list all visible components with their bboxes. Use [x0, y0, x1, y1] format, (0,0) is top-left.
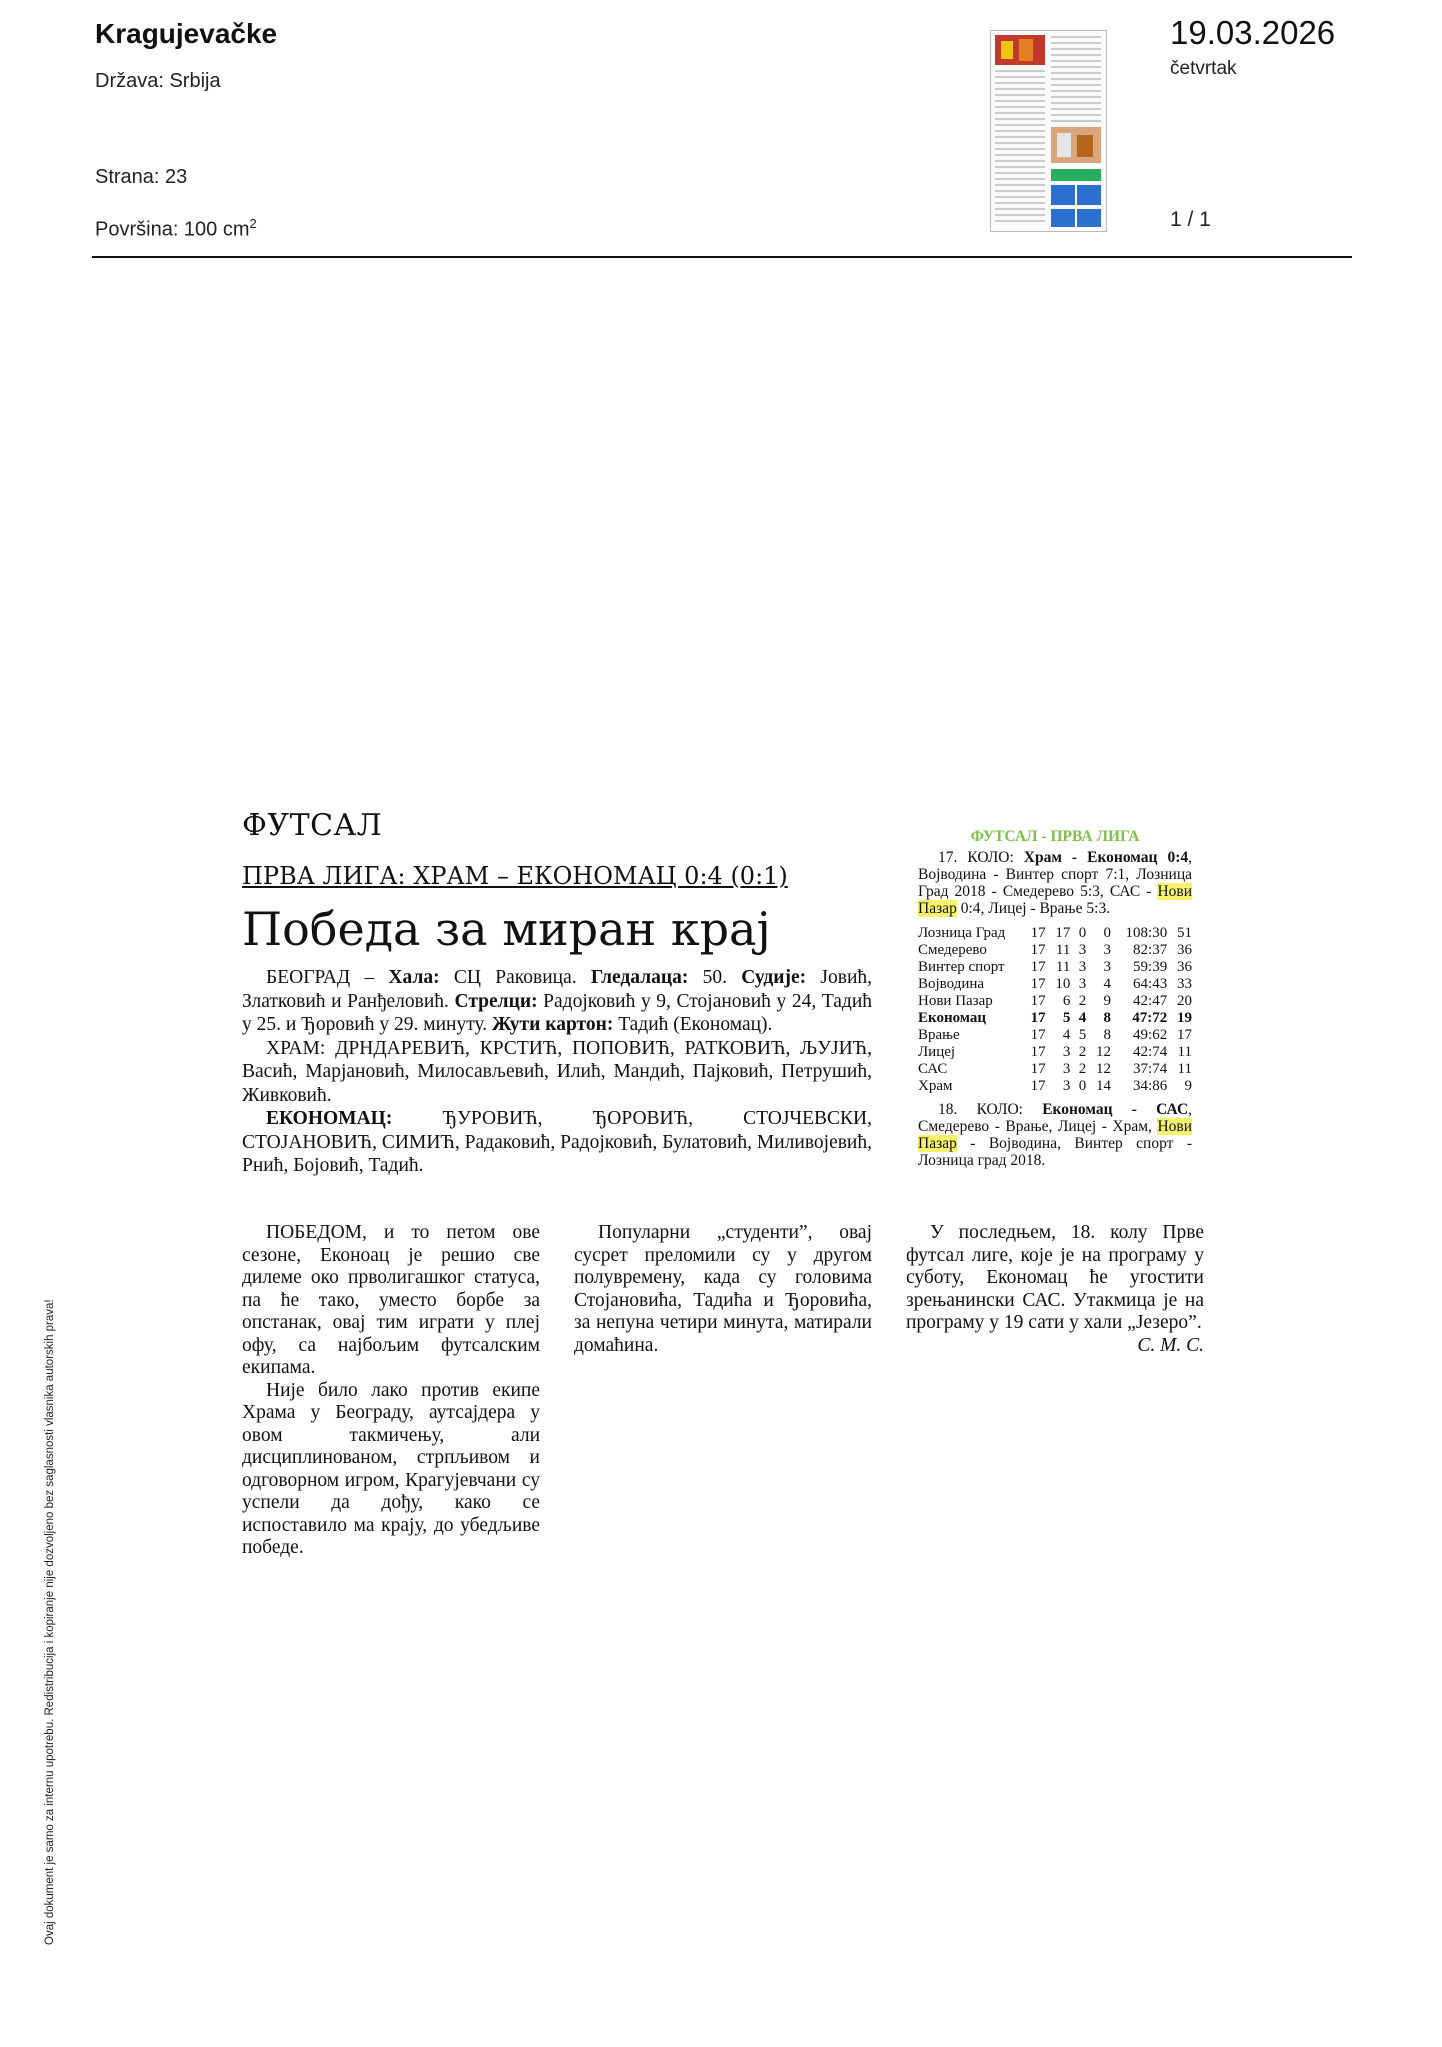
stat-goals: 42:47: [1133, 993, 1168, 1009]
article-column-3: [906, 1222, 1204, 1357]
league-box: [918, 828, 1192, 1169]
round-18-fixtures: [918, 1101, 1192, 1169]
stat-w: 5: [1062, 1010, 1071, 1026]
round-17-featured-result: Храм - Економац 0:4: [1023, 849, 1189, 866]
team-name: Војводина: [918, 976, 985, 992]
body-paragraph-4-text: У последњем, 18. колу Прве футсал лиге, које је на програму у суботу, Економац ће угостити зрењанински САС. Утакмица је на програму у 19 сати у хали „Језеро”.: [906, 1222, 1204, 1333]
stat-pts: 51: [1177, 925, 1192, 941]
body-paragraph-1: ПОБЕДОМ, и то петом ове сезоне, Еконоац је решио све дилеме око прволигашког статуса, па ће тако, уместо борбе за опстанак, овај тим играти у плеј офу, са најбољим футсалским екипама.: [242, 1222, 540, 1378]
round-18-featured-fixture: Економац - САС: [1042, 1101, 1189, 1118]
stat-p: 17: [1030, 993, 1046, 1009]
stat-goals: 42:74: [1133, 1044, 1168, 1060]
scorers-text: Радојковић у 9, Стојановић у 24, Тадић у 25. и Ђоровић у 29. минуту.: [242, 990, 873, 1035]
stat-d: 2: [1078, 993, 1087, 1009]
stat-pts: 20: [1177, 993, 1192, 1009]
stat-l: 12: [1096, 1044, 1111, 1060]
stat-goals: 37:74: [1133, 1061, 1168, 1077]
area-superscript: 2: [249, 216, 257, 231]
stat-p: 17: [1030, 1061, 1046, 1077]
home-lineup: ХРАМ: ДРНДАРЕВИЋ, КРСТИЋ, ПОПОВИЋ, РАТКОВИЋ, ЉУЈИЋ, Васић, Марјановић, Милосављевић, Илић, Мандић, Пајковић, Петрушић, Живковић.: [242, 1037, 872, 1106]
body-paragraph-3: Популарни „студенти”, овај сусрет преломили су у другом полувремену, када су головима Стојановића, Тадића и Ђоровића, за непуна четири минута, матирали домаћина.: [574, 1222, 872, 1356]
stat-pts: 9: [1184, 1078, 1192, 1094]
stat-l: 3: [1103, 959, 1111, 975]
yellow-card-label: Жути картон:: [492, 1014, 614, 1035]
match-subheading: ПРВА ЛИГА: ХРАМ – ЕКОНОМАЦ 0:4 (0:1): [242, 862, 788, 890]
away-lineup: [242, 1107, 872, 1178]
stat-p: 17: [1030, 1044, 1046, 1060]
team-name: Лицеј: [918, 1044, 956, 1060]
author-signature: С. М. С.: [1137, 1334, 1204, 1356]
stat-d: 2: [1078, 1061, 1087, 1077]
away-team-label: ЕКОНОМАЦ:: [266, 1108, 393, 1129]
stat-w: 3: [1062, 1061, 1071, 1077]
stat-d: 0: [1078, 1078, 1087, 1094]
stat-w: 11: [1055, 942, 1071, 958]
standings-row: [918, 959, 1192, 976]
stat-pts: 17: [1177, 1027, 1192, 1043]
stat-w: 17: [1055, 925, 1071, 941]
area-label: [95, 216, 257, 242]
team-name: Винтер спорт: [918, 959, 1005, 975]
stat-l: 9: [1103, 993, 1111, 1009]
stat-pts: 11: [1177, 1044, 1192, 1060]
stat-goals: 108:30: [1125, 925, 1168, 941]
publication-name: Kragujevačke: [95, 18, 278, 49]
stat-goals: 82:37: [1133, 942, 1168, 958]
standings-row: [918, 942, 1192, 959]
stat-l: 14: [1096, 1078, 1111, 1094]
team-name: Лозница Град: [918, 925, 1006, 941]
stat-d: 5: [1078, 1027, 1087, 1043]
stat-d: 4: [1078, 1010, 1087, 1026]
team-name: Економац: [918, 1010, 987, 1026]
standings-row: [918, 1010, 1192, 1027]
stat-p: 17: [1030, 942, 1046, 958]
team-name: САС: [918, 1061, 948, 1077]
stat-goals: 34:86: [1133, 1078, 1168, 1094]
stat-w: 3: [1062, 1078, 1071, 1094]
page-number-label: Strana: 23: [95, 166, 188, 188]
stat-goals: 49:62: [1133, 1027, 1168, 1043]
stat-p: 17: [1030, 1010, 1046, 1026]
stat-p: 17: [1030, 925, 1046, 941]
stat-pts: 33: [1177, 976, 1192, 992]
article-column-2: [574, 1222, 872, 1357]
venue-label: Хала:: [388, 967, 440, 988]
team-name: Храм: [918, 1078, 953, 1094]
stat-w: 10: [1055, 976, 1071, 992]
stat-goals: 64:43: [1133, 976, 1168, 992]
standings-row: [918, 1078, 1192, 1095]
article-headline: Победа за миран крај: [242, 902, 771, 956]
area-text: Površina: 100 cm: [95, 218, 250, 241]
team-name: Врање: [918, 1027, 960, 1043]
stat-d: 3: [1078, 976, 1087, 992]
team-name: Нови Пазар: [918, 993, 993, 1009]
round-18-label: 18. КОЛО:: [938, 1101, 1043, 1118]
body-paragraph-4: [906, 1222, 1204, 1356]
stat-l: 4: [1103, 976, 1111, 992]
league-box-title: ФУТСАЛ - ПРВА ЛИГА: [970, 828, 1140, 845]
issue-day: četvrtak: [1170, 58, 1237, 79]
stat-p: 17: [1030, 1027, 1046, 1043]
match-facts: [242, 966, 872, 1037]
stat-p: 17: [1030, 959, 1046, 975]
round-17-results-text: , Војводина - Винтер спорт 7:1, Лозница Град 2018 - Смедерево 5:3, САС -: [918, 849, 1192, 900]
stat-pts: 11: [1177, 1061, 1192, 1077]
spectators-label: Гледалаца:: [590, 967, 689, 988]
stat-l: 0: [1103, 925, 1111, 941]
stat-d: 0: [1078, 925, 1087, 941]
issue-date: 19.03.2026: [1170, 14, 1336, 51]
stat-l: 8: [1103, 1027, 1111, 1043]
stat-pts: 36: [1177, 942, 1192, 958]
team-name: Смедерево: [918, 942, 987, 958]
header-divider: [92, 256, 1352, 258]
stat-l: 12: [1096, 1061, 1111, 1077]
standings-row: [918, 925, 1192, 942]
referees-text: Јовић, Златковић и Ранђеловић.: [242, 967, 873, 1012]
body-paragraph-2: Није било лако против екипе Храма у Београду, аутсајдера у овом такмичењу, али дисциплинованом, стрпљивом и одговорном игром, Крагујевчани су успели да дођу, како се испоставило ма крају, до убедљиве победе.: [242, 1379, 540, 1558]
stat-l: 8: [1103, 1010, 1111, 1026]
stat-pts: 19: [1177, 1010, 1192, 1026]
scorers-label: Стрелци:: [454, 990, 538, 1012]
round-17-label: 17. КОЛО:: [938, 849, 1024, 866]
stat-w: 11: [1055, 959, 1071, 975]
country-label: Država: Srbija: [95, 70, 221, 92]
round-17-results: [918, 849, 1192, 917]
article-column-1: [242, 1222, 540, 1558]
stat-l: 3: [1103, 942, 1111, 958]
standings-row: [918, 976, 1192, 993]
round-17-results-end: 0:4, Лицеј - Врање 5:3.: [956, 900, 1111, 917]
match-details: [242, 966, 872, 1178]
location-text: БЕОГРАД –: [266, 967, 389, 988]
round-18-highlight: Нови Пазар: [918, 1118, 1192, 1152]
referees-label: Судије:: [741, 967, 807, 988]
copyright-notice: Ovaj dokument je samo za internu upotrebu. Redistribucija i kopiranje nije dozvoljeno bez saglasnosti vlasnika autorskih prava!: [44, 1299, 56, 1945]
round-18-fixtures-end: - Војводина, Винтер спорт - Лозница град 2018.: [918, 1135, 1192, 1169]
round-17-highlight: Нови Пазар: [918, 883, 1192, 917]
stat-w: 4: [1062, 1027, 1071, 1043]
spectators-text: 50.: [688, 967, 742, 988]
stat-p: 17: [1030, 1078, 1046, 1094]
stat-d: 3: [1078, 942, 1087, 958]
standings-row: [918, 1044, 1192, 1061]
section-title: ФУТСАЛ: [242, 808, 383, 843]
round-18-fixtures-text: , Смедерево - Врање, Лицеј - Храм,: [918, 1101, 1193, 1135]
page-counter: 1 / 1: [1170, 208, 1211, 231]
page-thumbnail-image: [991, 31, 1106, 231]
stat-d: 3: [1078, 959, 1087, 975]
stat-w: 3: [1062, 1044, 1071, 1060]
stat-d: 2: [1078, 1044, 1087, 1060]
stat-p: 17: [1030, 976, 1046, 992]
standings-row: [918, 1061, 1192, 1078]
standings-table: [918, 925, 1192, 1095]
stat-pts: 36: [1177, 959, 1192, 975]
stat-goals: 47:72: [1132, 1010, 1168, 1026]
yellow-card-text: Тадић (Економац).: [613, 1014, 773, 1035]
stat-w: 6: [1062, 993, 1071, 1009]
venue-text: СЦ Раковица.: [439, 967, 591, 988]
stat-goals: 59:39: [1133, 959, 1168, 975]
standings-row: [918, 993, 1192, 1010]
page-thumbnail[interactable]: [990, 30, 1107, 232]
standings-row: [918, 1027, 1192, 1044]
away-lineup-text: ЂУРОВИЋ, ЂОРОВИЋ, СТОЈЧЕВСКИ, СТОЈАНОВИЋ, СИМИЋ, Радаковић, Радојковић, Булатовић, Миливојевић, Рнић, Бојовић, Тадић.: [242, 1108, 872, 1176]
